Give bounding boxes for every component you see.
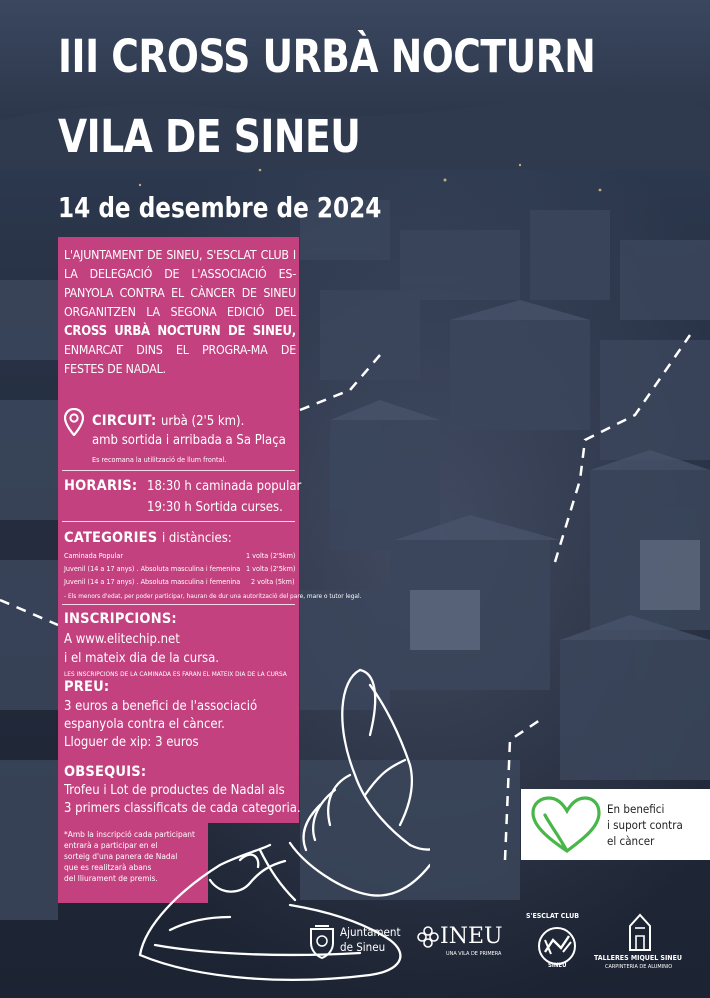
heart-ribbon-icon (527, 793, 605, 855)
preu-line-3: Lloguer de xip: 3 euros (64, 735, 199, 750)
badge-line-1: En benefici (607, 802, 665, 816)
footnote-line: *Amb la inscripció cada participant (64, 829, 195, 839)
divider (62, 470, 295, 471)
circuit-note: Es recomana la utilització de llum frontal. (92, 455, 227, 464)
obsequis-line-1: Trofeu i Lot de productes de Nadal als (64, 783, 285, 798)
preu-line-2: espanyola contra el càncer. (64, 717, 225, 732)
inscripcions-note: LES INSCRIPCIONS DE LA CAMINADA ES FARAN EL MATEIX DIA DE LA CURSA (64, 670, 287, 678)
preu-line-1: 3 euros a benefici de l'associació (64, 699, 258, 714)
talleres-logo-sub: CARPINTERIA DE ALUMINIO (605, 964, 673, 970)
divider (62, 521, 295, 522)
title-line-1: III CROSS URBÀ NOCTURN (58, 30, 596, 83)
ineu-logo-text: INEU (440, 924, 503, 949)
horaris-label: HORARIS: (64, 478, 138, 494)
circuit-value: urbà (2'5 km). (161, 414, 245, 429)
ajuntament-line-1: Ajuntament (340, 925, 401, 939)
esclat-logo-text: S'ESCLAT CLUB (526, 912, 580, 920)
preu-label: PREU: (64, 679, 110, 695)
circuit-line-2: amb sortida i arribada a Sa Plaça (92, 433, 286, 448)
benefit-badge (521, 789, 710, 860)
intro-part-2: ENMARCAT DINS EL PROGRA-MA DE FESTES DE NADAL. (64, 343, 296, 376)
esclat-logo-sub: SINEU (548, 962, 567, 969)
horaris-line-1: 18:30 h caminada popular (147, 479, 302, 494)
talleres-logo-text: TALLERES MIQUEL SINEU (594, 954, 682, 962)
ineu-flower-icon (416, 925, 440, 949)
ajuntament-line-2: de Sineu (340, 940, 386, 954)
category-row-3-name: Juvenil (14 a 17 anys) . Absoluta masculina i femenina (64, 577, 241, 586)
intro-part-1: L'AJUNTAMENT DE SINEU, S'ESCLAT CLUB I LA DELEGACIÓ DE L'ASSOCIACIÓ ES-PANYOLA CONTRA EL CÀNCER DE SINEU ORGANITZEN LA SEGONA EDICIÓ DEL (64, 248, 296, 319)
footnote-line: sorteig d'una panera de Nadal (64, 851, 178, 861)
categories-suffix: i distàncies: (161, 531, 232, 546)
category-row-2-dist: 1 volta (2'5km) (246, 564, 296, 573)
categories-label: CATEGORIES (64, 530, 158, 546)
circuit-label: CIRCUIT: (92, 413, 157, 429)
inscripcions-line-1: A www.elitechip.net (64, 632, 180, 647)
footnote-line: que es realitzarà abans (64, 862, 152, 872)
circuit-row (92, 410, 244, 429)
category-row-2-name: Juvenil (14 a 17 anys) . Absoluta masculina i femenina (64, 564, 241, 573)
inscripcions-label: INSCRIPCIONS: (64, 611, 177, 627)
location-pin-icon (64, 408, 84, 436)
intro-bold: CROSS URBÀ NOCTURN DE SINEU, (64, 324, 296, 339)
event-date: 14 de desembre de 2024 (58, 191, 382, 224)
inscripcions-line-2: i el mateix dia de la cursa. (64, 651, 219, 666)
footnote-line: entrarà a participar en el (64, 840, 158, 850)
badge-line-3: el càncer (607, 834, 655, 848)
horaris-line-2: 19:30 h Sortida curses. (147, 500, 283, 515)
ajuntament-crest-icon (307, 923, 337, 959)
category-row-1-dist: 1 volta (2'5km) (246, 551, 296, 560)
ineu-tagline: UNA VILA DE PRIMERA (446, 951, 502, 957)
categories-note: - Els menors d'edat, per poder participar, hauran de dur una autorització del pare, mare o tutor legal. (64, 592, 362, 600)
category-row-3-dist: 2 volta (5km) (251, 577, 295, 586)
title-line-2: VILA DE SINEU (58, 110, 361, 163)
categories-heading (64, 527, 232, 546)
talleres-tower-icon (626, 912, 654, 952)
obsequis-line-2: 3 primers classificats de cada categoria. (64, 801, 301, 816)
obsequis-label: OBSEQUIS: (64, 764, 147, 780)
footnote-line: del lliurament de premis. (64, 873, 158, 883)
divider (62, 604, 295, 605)
category-row-1-name: Caminada Popular (64, 551, 123, 560)
intro-text (64, 246, 296, 379)
badge-line-2: i suport contra (607, 818, 683, 832)
